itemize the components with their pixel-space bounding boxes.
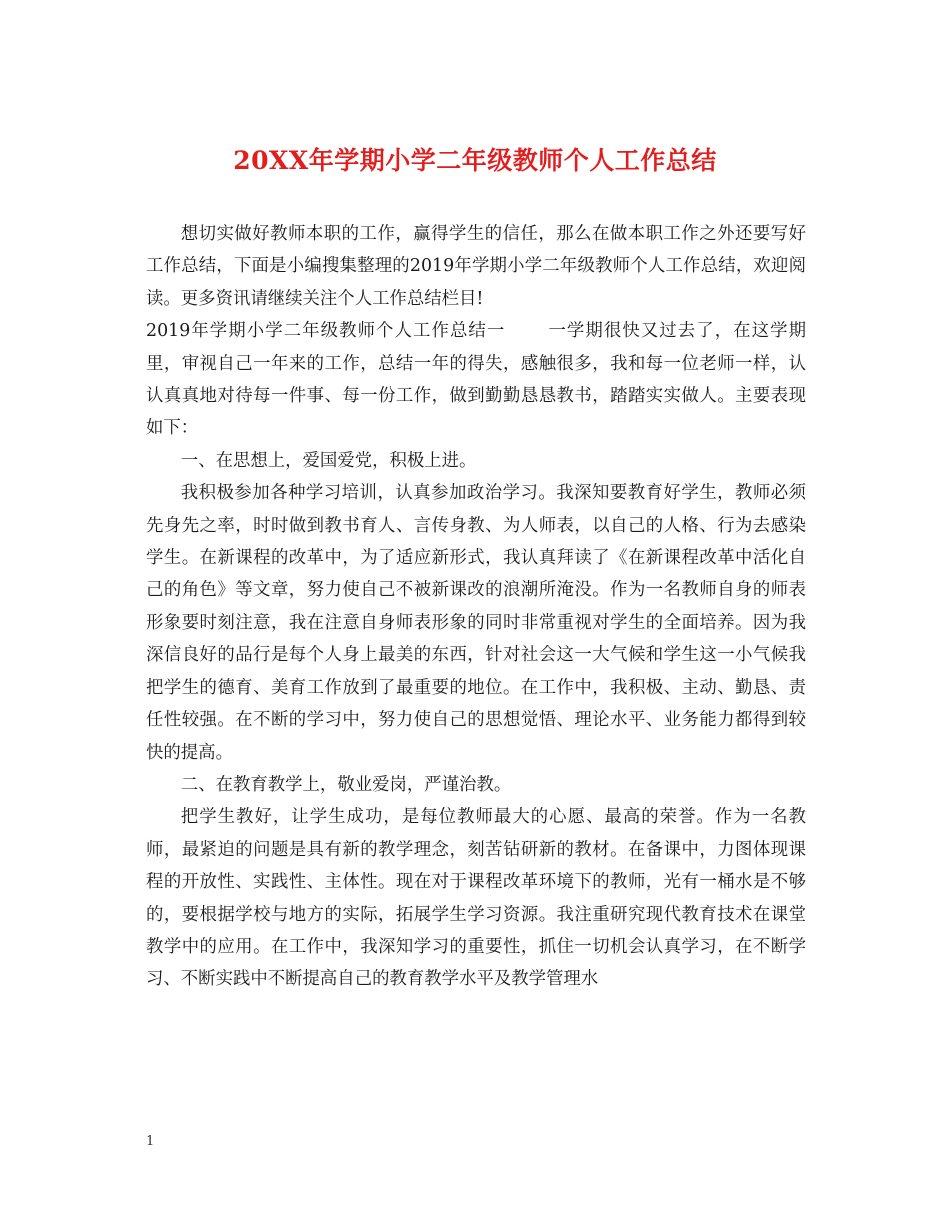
subtitle: 2019年学期小学二年级教师个人工作总结一 xyxy=(146,321,506,342)
document-body xyxy=(146,218,806,996)
page-number: 1 xyxy=(146,1134,155,1149)
section1-paragraph: 我积极参加各种学习培训，认真参加政治学习。我深知要教育好学生，教师必须先身先之率，时时做到教书育人、言传身教、为人师表，以自己的人格、行为去感染学生。在新课程的改革中，为了适应新形式，我认真拜读了《在新课程改革中活化自己的角色》等文章，努力使自己不被新课改的浪潮所淹没。作为一名教师自身的师表形象要时刻注意，我在注意自身师表形象的同时非常重视对学生的全面培养。因为我深信良好的品行是每个人身上最美的东西，针对社会这一大气候和学生这一小气候我把学生的德育、美育工作放到了最重要的地位。在工作中，我积极、主动、勤恳、责任性较强。在不断的学习中，努力使自己的思想觉悟、理论水平、业务能力都得到较快的提高。 xyxy=(146,483,806,763)
section2-heading: 二、在教育教学上，敬业爱岗，严谨治教。 xyxy=(180,774,512,795)
subtitle-paragraph xyxy=(146,315,806,445)
section2-paragraph: 把学生教好，让学生成功，是每位教师最大的心愿、最高的荣誉。作为一名教师，最紧迫的问题是具有新的教学理念，刻苦钻研新的教材。在备课中，力图体现课程的开放性、实践性、主体性。现在对于课程改革环境下的教师，光有一桶水是不够的，要根据学校与地方的实际，拓展学生学习资源。我注重研究现代教育技术在课堂教学中的应用。在工作中，我深知学习的重要性，抓住一切机会认真学习，在不断学习、不断实践中不断提高自己的教育教学水平及教学管理水 xyxy=(146,807,806,990)
intro-paragraph: 想切实做好教师本职的工作，赢得学生的信任，那么在做本职工作之外还要写好工作总结，下面是小编搜集整理的2019年学期小学二年级教师个人工作总结，欢迎阅读。更多资讯请继续关注个人工作总结栏目! xyxy=(146,224,806,309)
section1-heading: 一、在思想上，爱国爱党，积极上进。 xyxy=(180,450,477,471)
opening-text: 一学期很快又过去了，在这学期里，审视自己一年来的工作，总结一年的得失，感触很多，我和每一位老师一样，认认真真地对待每一件事、每一份工作，做到勤勤恳恳教书，踏踏实实做人。主要表现如下： xyxy=(146,321,806,439)
document-title: 20XX年学期小学二年级教师个人工作总结 xyxy=(233,146,717,175)
